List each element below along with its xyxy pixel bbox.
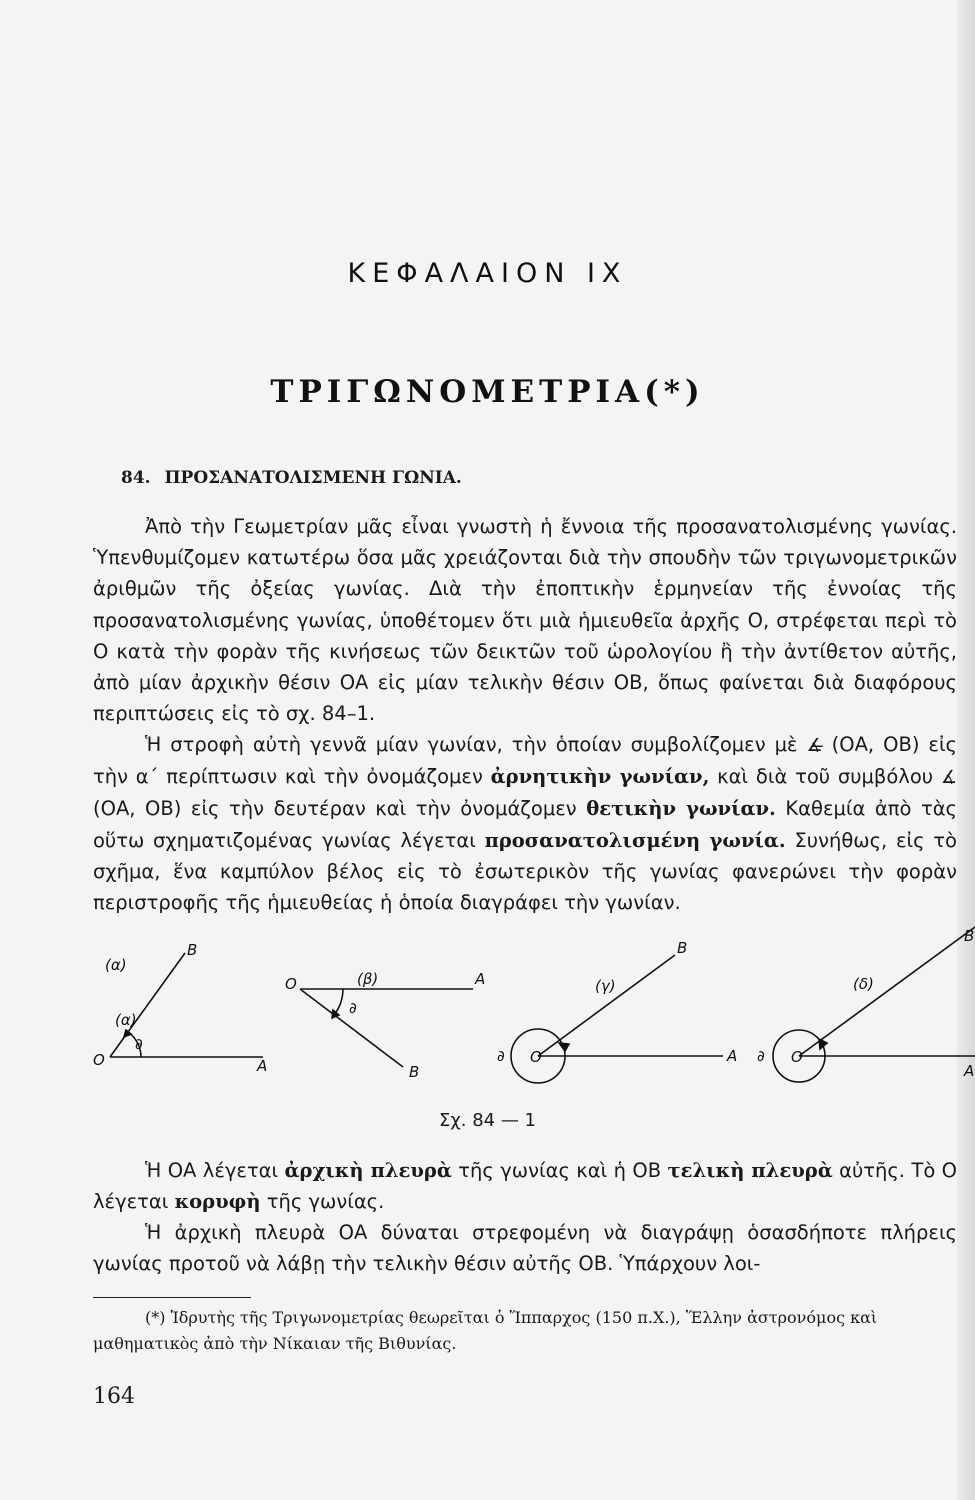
text-run: τῆς γωνίας. xyxy=(266,1190,385,1214)
footnote-rule xyxy=(93,1297,251,1298)
case-b-theta: ∂ xyxy=(349,999,357,1017)
page-number: 164 xyxy=(93,1384,135,1409)
text-run: τῆς γωνίας καὶ ἡ ΟΒ xyxy=(458,1159,662,1182)
figure-case-d xyxy=(773,927,975,1082)
footnote-text: (*) Ἱδρυτὴς τῆς Τριγωνομετρίας θεωρεῖται ὁ Ἵππαρχος (150 π.Χ.), Ἕλλην ἀστρονόμος καὶ μαθηματικὸς ἀπὸ τὴν Νίκαιαν τῆς Βιθυνίας. xyxy=(93,1308,878,1353)
figure-case-c xyxy=(511,955,723,1083)
case-d-vertex-O: O xyxy=(791,1048,803,1066)
text-run: αὐτῆς. Τὸ Ο λέγεται xyxy=(93,1159,957,1214)
text-run: Ἡ στροφὴ αὐτὴ γεννᾶ μίαν γωνίαν, τὴν ὁποίαν συμβολίζομεν μὲ xyxy=(145,733,798,756)
paragraph-intro xyxy=(93,511,957,729)
case-a-theta: ∂ xyxy=(135,1035,143,1053)
figure-84-1 xyxy=(75,925,975,1085)
text-run: Καθεμία ἀπὸ τὰς οὕτω σχηματιζομένας γωνίας λέγεται xyxy=(93,797,958,852)
case-a-point-B: B xyxy=(187,941,198,959)
chapter-title: ΤΡΙΓΩΝΟΜΕΤΡΙΑ(*) xyxy=(270,374,705,410)
case-a-inner-label: (α) xyxy=(115,1011,137,1029)
case-d-point-B: B xyxy=(964,927,975,945)
term-initial-side: ἀρχικὴ πλευρὰ xyxy=(284,1159,452,1182)
case-d-theta: ∂ xyxy=(757,1047,765,1065)
term-positive-angle: θετικὴν γωνίαν. xyxy=(586,797,776,821)
case-c-vertex-O: O xyxy=(530,1048,542,1066)
case-b-vertex-O: O xyxy=(285,975,297,993)
case-d-label: (δ) xyxy=(853,975,874,993)
case-c-label: (γ) xyxy=(595,977,616,995)
case-c-theta: ∂ xyxy=(497,1047,505,1065)
case-b-label: (β) xyxy=(357,970,379,988)
paragraph-intro-text: Ἀπὸ τὴν Γεωμετρίαν μᾶς εἶναι γνωστὴ ἡ ἔννοια τῆς προσανατολισμένης γωνίας. Ὑπενθυμίζομεν κατωτέρω ὅσα μᾶς χρειάζονται διὰ τὴν σπουδὴν τῶν τριγωνομετρικῶν ἀριθμῶν τῆς ὀξείας γωνίας. Διὰ τὴν ἐποπτικὴν ἑρμηνείαν τῆς ἐννοίας τῆς προσανατολισμένης γωνίας, ὑποθέτομεν ὅτι μιὰ ἡμιευθεῖα ἀρχῆς Ο, στρέφεται περὶ τὸ Ο κατὰ τὴν φορὰν τῆς κινήσεως τῶν δεικτῶν τοῦ ὡρολογίου ἢ τὴν ἀντίθετον αὐτῆς, ἀπὸ μίαν ἀρχικὴν θέσιν ΟΑ εἰς μίαν τελικὴν θέσιν ΟΒ, ὅπως φαίνεται διὰ διαφόρους περιπτώσεις εἰς τὸ σχ. 84–1. xyxy=(93,515,957,726)
paragraph-rotations xyxy=(93,1217,957,1279)
footnote xyxy=(93,1305,957,1357)
section-title: ΠΡΟΣΑΝΑΤΟΛΙΣΜΕΝΗ ΓΩΝΙΑ. xyxy=(164,468,462,488)
case-c-point-A: A xyxy=(727,1047,738,1065)
figure-caption: Σχ. 84 — 1 xyxy=(438,1110,536,1131)
case-d-point-A: A xyxy=(964,1062,975,1080)
term-vertex: κορυφὴ xyxy=(174,1190,261,1214)
term-negative-angle: ἀρνητικὴν γωνίαν, xyxy=(490,765,710,789)
case-a-point-A: A xyxy=(257,1057,268,1075)
positive-angle-symbol: ∡ xyxy=(940,767,957,789)
paragraph-sides xyxy=(93,1155,957,1217)
term-terminal-side: τελικὴ πλευρὰ xyxy=(667,1159,833,1182)
section-number: 84. xyxy=(121,468,151,488)
text-run: Ἡ ΟΑ λέγεται xyxy=(145,1159,279,1182)
case-a-vertex-O: O xyxy=(93,1051,105,1069)
text-run: (ΟΑ, ΟΒ) εἰς τὴν α΄ περίπτωσιν καὶ τὴν ὀνομάζομεν xyxy=(93,733,958,789)
page-edge-shadow xyxy=(957,0,975,1500)
figure-case-a xyxy=(110,953,263,1057)
term-oriented-angle: προσανατολισμένη γωνία. xyxy=(484,828,786,852)
paragraph-rotations-text: Ἡ ἀρχικὴ πλευρὰ ΟΑ δύναται στρεφομένη νὰ διαγράψῃ ὁσασδήποτε πλήρεις γωνίας προτοῦ νὰ λάβῃ τὴν τελικὴν θέσιν αὐτῆς ΟΒ. Ὑπάρχουν λοι- xyxy=(93,1221,957,1276)
chapter-label: ΚΕΦΑΛΑΙΟΝ ΙΧ xyxy=(347,258,628,289)
negative-angle-symbol: ∡̶ xyxy=(806,735,823,756)
case-c-point-B: B xyxy=(677,939,688,957)
text-run: (ΟΑ, ΟΒ) εἰς τὴν δευτέραν καὶ τὴν ὀνομάζομεν xyxy=(93,797,577,821)
text-run: καὶ διὰ τοῦ συμβόλου xyxy=(717,765,934,789)
case-b-point-B: B xyxy=(409,1063,420,1081)
section-heading xyxy=(121,468,462,488)
paragraph-angle-definition xyxy=(93,729,957,918)
case-a-label: (α) xyxy=(105,956,127,974)
figure-case-b xyxy=(300,989,473,1067)
case-b-point-A: A xyxy=(475,970,486,988)
text-run: Συνήθως, εἰς τὸ σχῆμα, ἕνα καμπύλον βέλος εἰς τὸ ἐσωτερικὸν τῆς γωνίας φανερώνει τὴν φορὰν περιστροφῆς τῆς ἡμιευθείας ἡ ὁποία διαγράφει τὴν γωνίαν. xyxy=(93,828,957,915)
